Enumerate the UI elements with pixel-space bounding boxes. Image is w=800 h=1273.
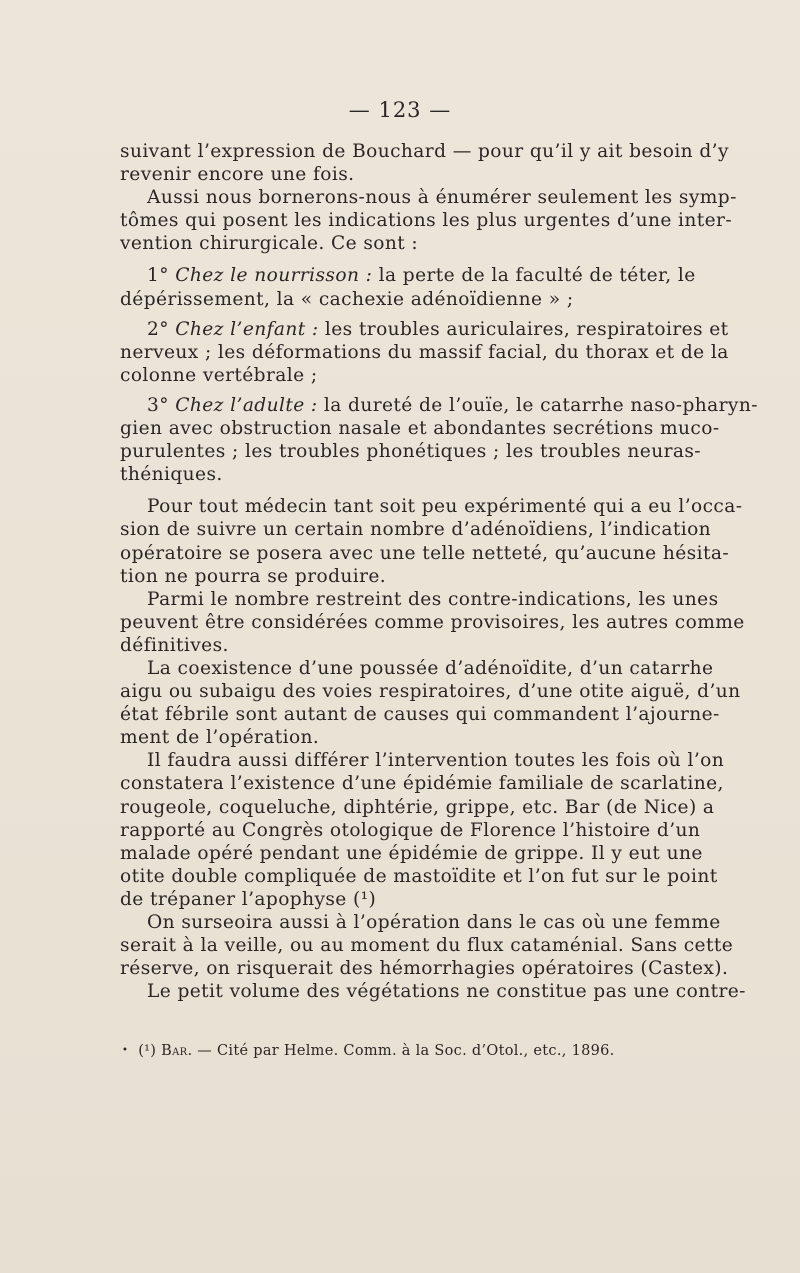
- text-line: otite double compliquée de mastoïdite et l’on fut sur le point: [120, 865, 718, 887]
- text-line: revenir encore une fois.: [120, 164, 355, 186]
- text-line: constatera l’existence d’une épidémie familiale de scarlatine,: [120, 773, 724, 795]
- list-heading: Chez l’enfant :: [175, 318, 319, 340]
- text-line: Il faudra aussi différer l’intervention toutes les fois où l’on: [147, 750, 725, 772]
- text-line: Aussi nous bornerons-nous à énumérer seulement les symp-: [147, 187, 737, 209]
- paragraph-5: [120, 657, 741, 749]
- footnote: [122, 1043, 682, 1059]
- text-line: [120, 318, 729, 341]
- text-line: Parmi le nombre restreint des contre-indications, les unes: [147, 588, 719, 610]
- text-line: de trépaner l’apophyse (¹): [120, 888, 377, 910]
- text-line: réserve, on risquerait des hémorrhagies opératoires (Castex).: [120, 958, 729, 980]
- page-number: — 123 —: [348, 98, 452, 122]
- text-line: suivant l’expression de Bouchard — pour qu’il y ait besoin d’y: [120, 141, 729, 162]
- list-heading: Chez le nourrisson :: [175, 265, 373, 287]
- text-line: peuvent être considérées comme provisoires, les autres comme: [120, 611, 745, 633]
- text-line: ment de l’opération.: [120, 727, 320, 749]
- text-line: théniques.: [120, 464, 223, 486]
- text-line: dépérissement, la « cachexie adénoïdienne » ;: [120, 288, 574, 310]
- text-line: définitives.: [120, 634, 229, 656]
- paragraph-7: [120, 911, 734, 980]
- paragraph-2: [120, 186, 737, 255]
- list-number: 3°: [147, 394, 169, 416]
- footnote-marker: (¹): [138, 1043, 157, 1059]
- list-heading: Chez l’adulte :: [175, 394, 318, 416]
- body-text: [120, 140, 758, 1003]
- list-number: 2°: [147, 318, 169, 340]
- text-line: gien avec obstruction nasale et abondantes secrétions muco-: [120, 418, 720, 440]
- paragraph-8: [120, 980, 746, 1003]
- text-line: état fébrile sont autant de causes qui commandent l’ajourne-: [120, 704, 720, 726]
- paragraph-3: [120, 495, 743, 587]
- footnote-author: Bar.: [161, 1043, 193, 1059]
- text-line: Pour tout médecin tant soit peu expérimenté qui a eu l’occa-: [147, 496, 743, 518]
- text-line: On surseoira aussi à l’opération dans le cas où une femme: [147, 912, 721, 933]
- text-line: La coexistence d’une poussée d’adénoïdite, d’un catarrhe: [147, 657, 714, 679]
- text-line: opératoire se posera avec une telle netteté, qu’aucune hésita-: [120, 542, 729, 564]
- text-line: [120, 264, 696, 287]
- paragraph-4: [120, 588, 745, 657]
- text-line: Le petit volume des végétations ne constitue pas une contre-: [147, 981, 746, 1003]
- text-line: colonne vertébrale ;: [120, 364, 318, 386]
- text-line: purulentes ; les troubles phonétiques ; les troubles neuras-: [120, 441, 701, 463]
- text-line: rapporté au Congrès otologique de Florence l’histoire d’un: [120, 819, 701, 841]
- list-text: la perte de la faculté de téter, le: [372, 265, 696, 287]
- text-line: tômes qui posent les indications les plus urgentes d’une inter-: [120, 210, 733, 232]
- text-line: serait à la veille, ou au moment du flux cataménial. Sans cette: [120, 935, 734, 957]
- text-line: aigu ou subaigu des voies respiratoires, d’une otite aiguë, d’un: [120, 681, 741, 703]
- paragraph-6: [120, 749, 725, 911]
- list-item-enfant: [120, 318, 729, 387]
- text-line: tion ne pourra se produire.: [120, 565, 387, 587]
- text-line: sion de suivre un certain nombre d’adénoïdiens, l’indication: [120, 519, 712, 541]
- text-line: malade opéré pendant une épidémie de grippe. Il y eut une: [120, 842, 703, 864]
- paragraph-1: [120, 140, 729, 186]
- text-line: rougeole, coqueluche, diphtérie, grippe, etc. Bar (de Nice) a: [120, 796, 715, 818]
- list-number: 1°: [147, 265, 169, 287]
- list-text: les troubles auriculaires, respiratoires et: [318, 318, 729, 340]
- text-line: [120, 394, 758, 417]
- text-line: nerveux ; les déformations du massif facial, du thorax et de la: [120, 341, 729, 363]
- footnote-text: — Cité par Helme. Comm. à la Soc. d’Otol., etc., 1896.: [192, 1043, 615, 1059]
- text-line: vention chirurgicale. Ce sont :: [120, 233, 419, 255]
- footnote-bullet: •: [122, 1045, 129, 1056]
- list-text: la dureté de l’ouïe, le catarrhe naso-pharyn-: [317, 394, 758, 416]
- list-item-adulte: [120, 394, 758, 486]
- list-item-nourrisson: [120, 264, 696, 310]
